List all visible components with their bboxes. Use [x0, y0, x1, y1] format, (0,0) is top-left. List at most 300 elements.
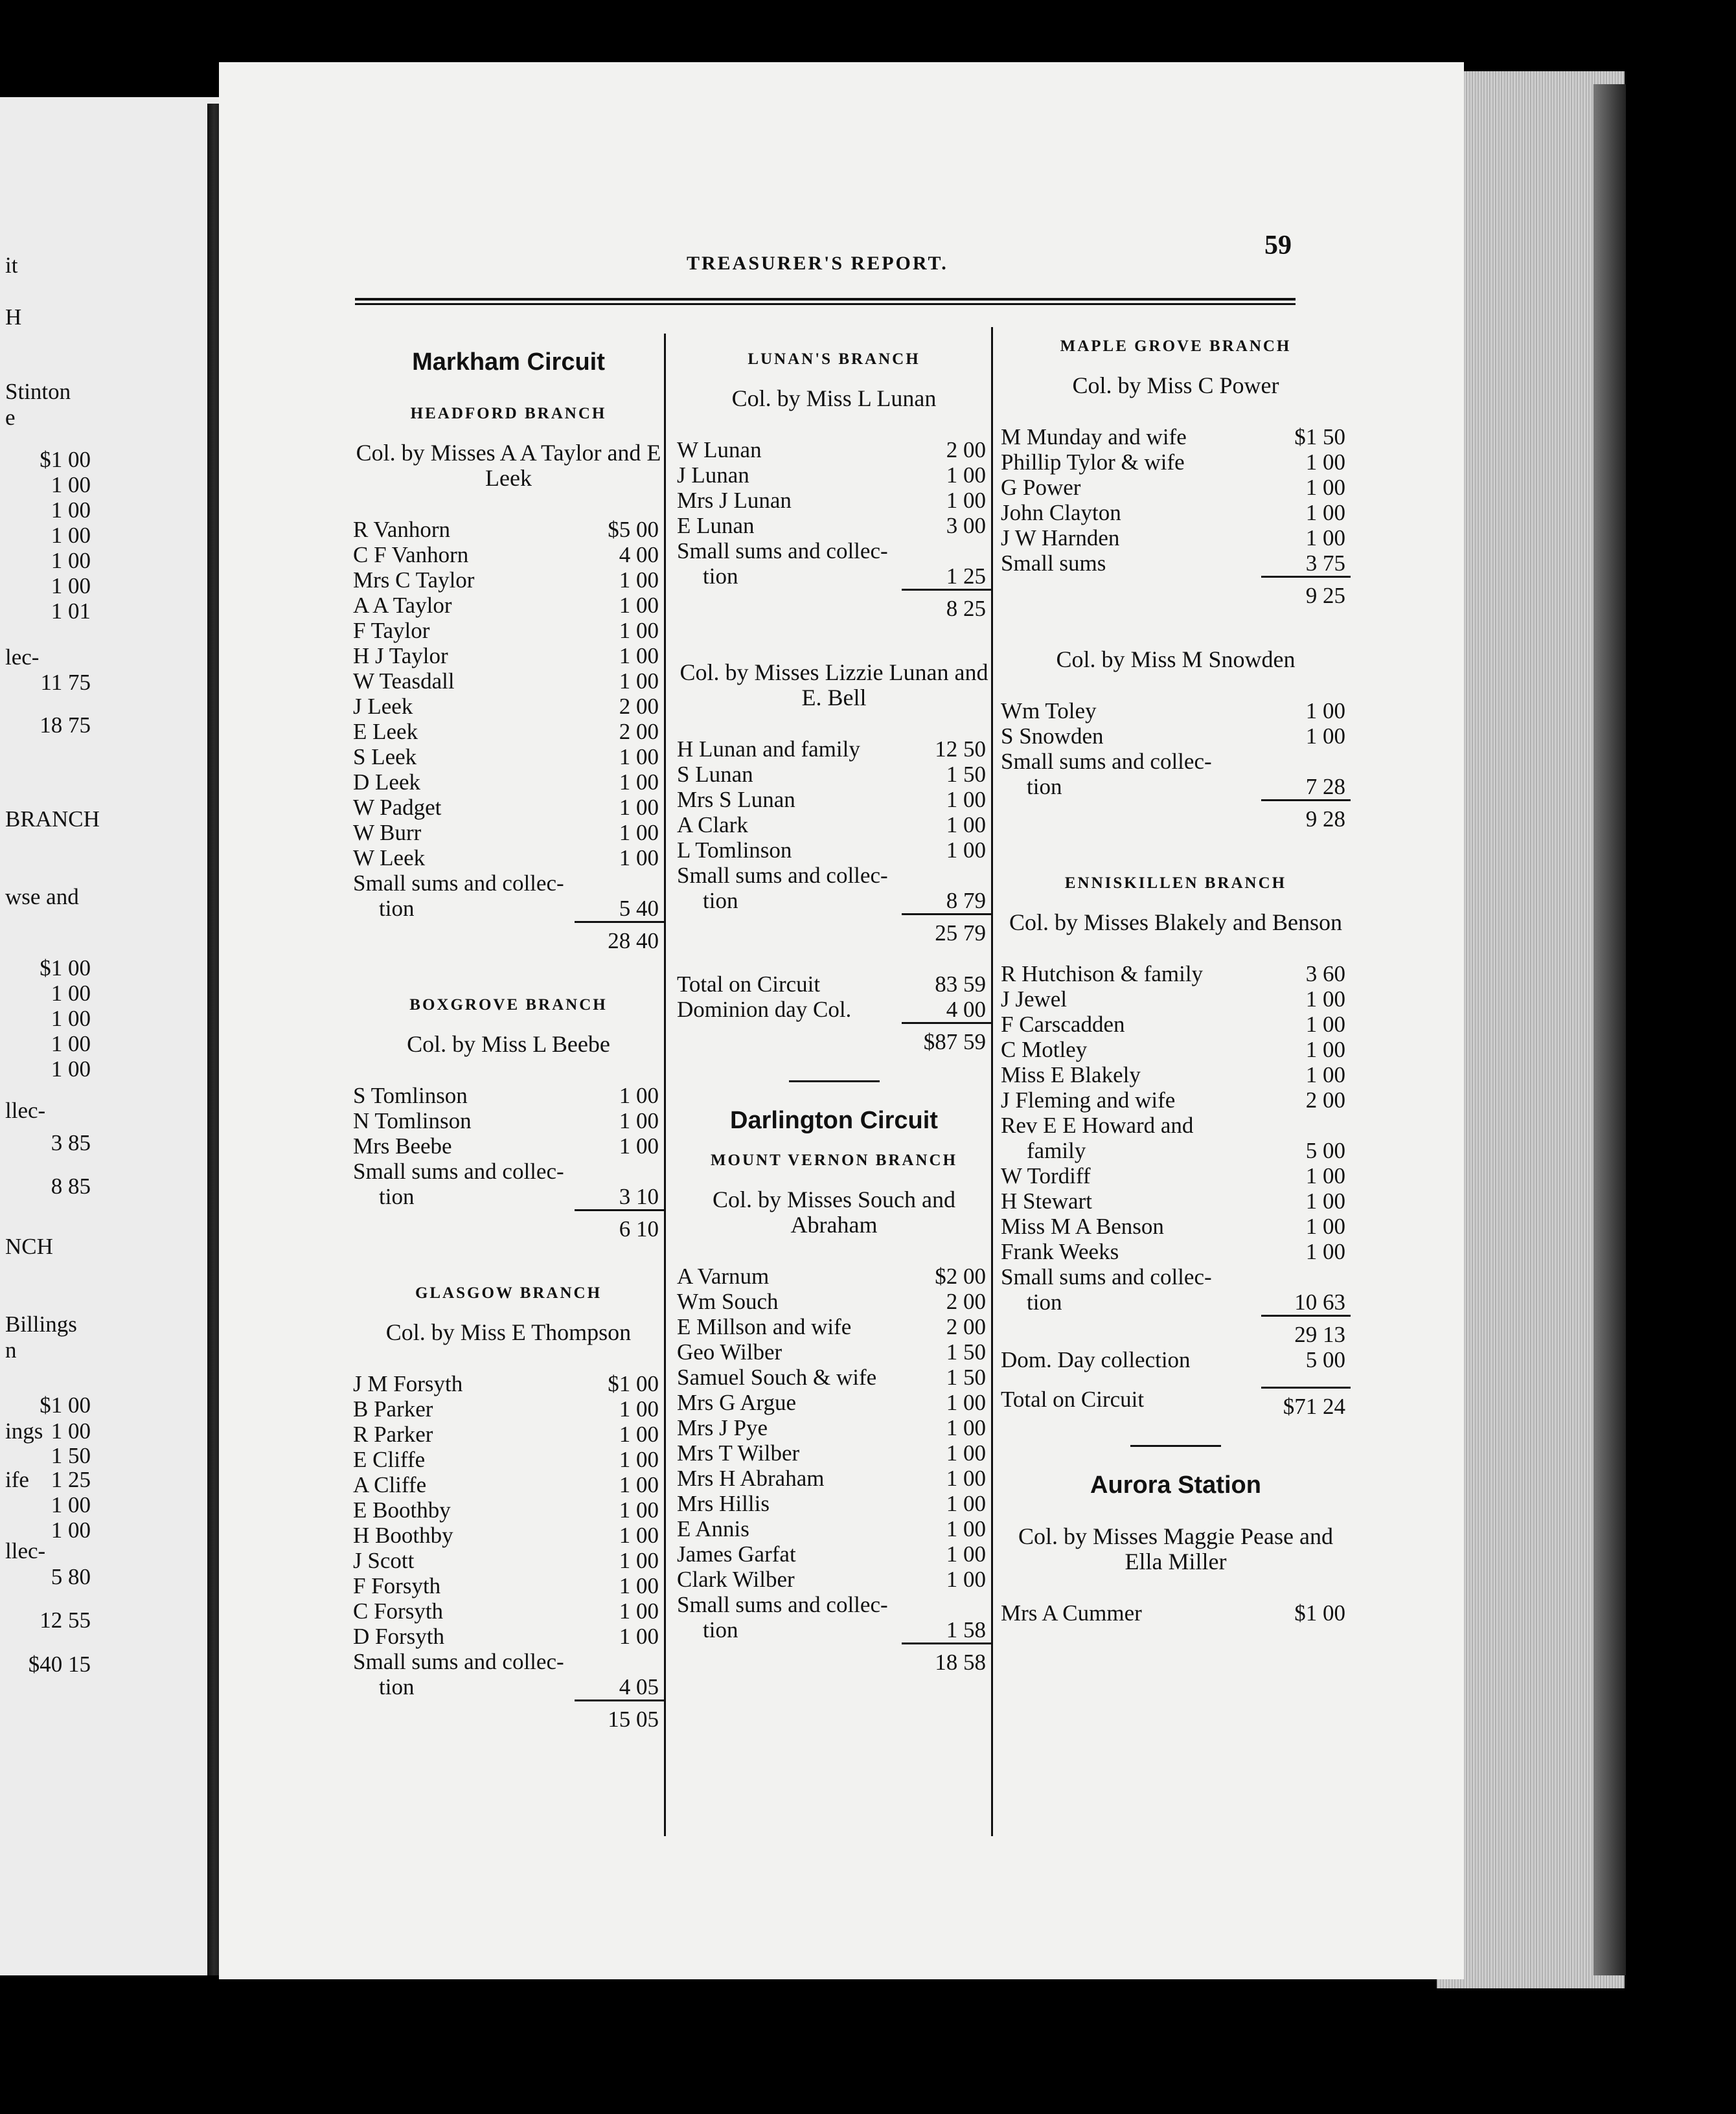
- amount: 1 00: [619, 744, 659, 769]
- branch-total: 9 28: [1001, 799, 1351, 832]
- ledger-entry: [677, 1365, 991, 1390]
- amount: 1 00: [619, 795, 659, 820]
- amount: 1 00: [1305, 1163, 1345, 1188]
- donor-name: Wm Toley: [1001, 698, 1097, 723]
- left-page-amount: 1 00: [51, 497, 91, 523]
- left-page-amount: 1 00: [51, 1006, 91, 1031]
- amount: 1 00: [1305, 1062, 1345, 1087]
- amount: 7 28: [1305, 774, 1345, 799]
- donor-name: H Stewart: [1001, 1188, 1092, 1214]
- left-page-amount: 1 01: [51, 598, 91, 624]
- ledger-entry: [677, 1415, 991, 1440]
- donor-name: E Cliffe: [353, 1447, 426, 1472]
- amount: 1 00: [1305, 525, 1345, 551]
- branch-total: 15 05: [353, 1699, 664, 1732]
- donor-name: S Lunan: [677, 762, 753, 787]
- left-page-amount: $40 15: [28, 1652, 91, 1677]
- collector-line: Col. by Misses Blakely and Benson: [1009, 909, 1342, 935]
- left-page-text: ings: [5, 1418, 43, 1444]
- amount: $1 00: [608, 1371, 659, 1396]
- book-cover-edge: [1593, 84, 1626, 1975]
- ledger-entry: [353, 668, 664, 694]
- ledger-entry: [677, 1289, 991, 1314]
- entry-list: [1001, 424, 1351, 576]
- left-page-fragment: [0, 97, 223, 1975]
- amount: 1 00: [619, 668, 659, 694]
- ledger-entry: [1001, 424, 1351, 449]
- donor-name: Mrs Beebe: [353, 1133, 452, 1159]
- donor-name: Mrs H Abraham: [677, 1466, 825, 1491]
- amount: 1 00: [1305, 1012, 1345, 1037]
- left-page-text: llec-: [5, 1538, 46, 1563]
- amount: 1 00: [619, 845, 659, 870]
- donor-name: F Forsyth: [353, 1573, 441, 1598]
- donor-name: R Vanhorn: [353, 517, 451, 542]
- collector-line: Col. by Miss E Thompson: [385, 1319, 632, 1345]
- amount: 1 50: [946, 1365, 986, 1390]
- ledger-entry: [677, 1264, 991, 1289]
- collector-line: Col. by Miss L Beebe: [407, 1031, 610, 1057]
- donor-name: D Leek: [353, 769, 420, 795]
- ledger-entry: [677, 1567, 991, 1592]
- amount: 1 00: [1305, 723, 1345, 749]
- circuit-heading: Darlington Circuit: [730, 1107, 938, 1134]
- amount: 1 00: [619, 567, 659, 593]
- donor-name: E Annis: [677, 1516, 749, 1541]
- amount: 8 79: [946, 888, 986, 913]
- left-page-amount: $1 00: [40, 1392, 91, 1418]
- donor-name: L Tomlinson: [677, 837, 792, 863]
- ledger-entry: [353, 1447, 664, 1472]
- left-page-amount: 1 25: [51, 1467, 91, 1492]
- donor-name: E Lunan: [677, 513, 755, 538]
- amount: 1 00: [619, 1447, 659, 1472]
- ledger-entry: [1001, 1037, 1351, 1062]
- ledger-entry: [677, 837, 991, 863]
- amount: 1 00: [619, 1108, 659, 1133]
- circuit-totals: [677, 972, 991, 1022]
- entry-list: [677, 736, 991, 863]
- small-sums-entry: Small sums and collec-: [677, 1592, 888, 1617]
- left-page-text: lec-: [5, 644, 40, 670]
- ledger-entry: [677, 736, 991, 762]
- donor-name: J Scott: [353, 1548, 415, 1573]
- amount: 1 00: [619, 1497, 659, 1523]
- donor-name: R Hutchison & family: [1001, 961, 1204, 986]
- section-divider: [789, 1080, 880, 1082]
- donor-name: A Cliffe: [353, 1472, 427, 1497]
- amount: 4 00: [619, 542, 659, 567]
- left-page-amount: $1 00: [40, 955, 91, 981]
- donor-name: A Clark: [677, 812, 748, 837]
- left-page-amount: 12 55: [40, 1608, 91, 1633]
- ledger-entry: [1001, 1188, 1351, 1214]
- branch-heading: HEADFORD BRANCH: [410, 405, 607, 422]
- circuit-total: Total on Circuit $71 24: [1001, 1387, 1351, 1419]
- ledger-entry: [1001, 500, 1351, 525]
- column-lunans: LUNAN'S BRANCH Col. by Miss L Lunan W Lunan 2 00 J Lunan 1 00 Mrs J Lunan 1 00 E Lunan 3 00 Small sums and collec- tion 1 25 8 25 Col. by Misses Lizzie Lunan and E. Bell H Lunan and family 12 50 S Lunan 1 50 Mrs S Lunan 1 00 A Clark 1 00 L Tomlinson 1 00 Small sums and collec- tion 8 79 25 79 Total on Circuit 83 59 Dominion day Col. 4 00 $87 59 Darlington Circuit MOUNT VERNON BRANCH Col. by Misses Souch and Abraham A Varnum $2 00 Wm Souch 2 00 E Millson and wife 2 00 Geo Wilber 1 50 Samuel Souch & wife 1 50 Mrs G Argue 1 00 Mrs J Pye 1 00 Mrs T Wilber 1 00 Mrs H Abraham 1 00 Mrs Hillis 1 00 E Annis 1 00 James Garfat 1 00 Clark Wilber 1 00 Small sums and collec- tion 1 58 18 58: [677, 347, 991, 1675]
- donor-name: James Garfat: [677, 1541, 796, 1567]
- amount: 1 00: [1305, 1188, 1345, 1214]
- ledger-entry: [677, 1390, 991, 1415]
- collector-line: Col. by Miss C Power: [1072, 372, 1279, 398]
- ledger-entry: [353, 1573, 664, 1598]
- ledger-entry: [1001, 551, 1351, 576]
- left-page-text: wse and: [5, 884, 79, 909]
- left-page-amount: 1 00: [51, 1492, 91, 1517]
- donor-name: R Parker: [353, 1422, 433, 1447]
- donor-name: S Snowden: [1001, 723, 1104, 749]
- left-page-amount: 1 00: [51, 981, 91, 1006]
- donor-name: Small sums: [1001, 551, 1106, 576]
- ledger-entry: [677, 972, 991, 997]
- amount: 1 00: [619, 1523, 659, 1548]
- ledger-entry: [353, 1497, 664, 1523]
- amount: 1 00: [619, 593, 659, 618]
- small-sums-entry: Small sums and collec-: [353, 1159, 564, 1184]
- donor-name: F Taylor: [353, 618, 430, 643]
- left-page-text: n: [5, 1337, 17, 1363]
- amount: 83 59: [935, 972, 986, 997]
- donor-name: C F Vanhorn: [353, 542, 469, 567]
- left-page-amount: 5 80: [51, 1564, 91, 1589]
- howard-entry: Rev E E Howard and: [1001, 1113, 1194, 1138]
- donor-name: Mrs G Argue: [677, 1390, 797, 1415]
- amount: 1 00: [619, 1083, 659, 1108]
- station-heading: Aurora Station: [1090, 1472, 1261, 1499]
- donor-name: A A Taylor: [353, 593, 452, 618]
- ledger-entry: [677, 997, 991, 1022]
- branch-total: 28 40: [353, 921, 664, 953]
- amount: 12 50: [935, 736, 986, 762]
- circuit-heading: Markham Circuit: [412, 348, 605, 376]
- ledger-entry: [353, 1598, 664, 1624]
- donor-name: E Leek: [353, 719, 418, 744]
- grand-total: $87 59: [677, 1022, 991, 1054]
- branch-heading: GLASGOW BRANCH: [415, 1284, 602, 1302]
- left-page-amount: 1 00: [51, 548, 91, 573]
- ledger-entry: [353, 593, 664, 618]
- small-sums-entry: Small sums and collec-: [1001, 749, 1212, 774]
- donor-name: W Leek: [353, 845, 426, 870]
- amount: 1 00: [1305, 1037, 1345, 1062]
- ledger-entry: [677, 1466, 991, 1491]
- amount: 3 60: [1305, 961, 1345, 986]
- left-page-text: H: [5, 304, 22, 330]
- amount: 1 50: [946, 762, 986, 787]
- ledger-entry: [353, 1108, 664, 1133]
- donor-name: Mrs T Wilber: [677, 1440, 800, 1466]
- branch-total: 9 25: [1001, 576, 1351, 608]
- donor-name: J Jewel: [1001, 986, 1068, 1012]
- ledger-entry: [1001, 449, 1351, 475]
- ledger-entry: [1001, 961, 1351, 986]
- branch-heading: BOXGROVE BRANCH: [409, 996, 608, 1014]
- amount: 1 00: [619, 1133, 659, 1159]
- small-sums-entry: Small sums and collec-: [677, 863, 888, 888]
- donor-name: H Boothby: [353, 1523, 453, 1548]
- left-page-amount: 1 50: [51, 1443, 91, 1468]
- amount: 1 00: [619, 1396, 659, 1422]
- ledger-entry: [353, 1371, 664, 1396]
- amount: 1 00: [946, 1415, 986, 1440]
- ledger-entry: [677, 812, 991, 837]
- amount: 2 00: [946, 1314, 986, 1339]
- amount: 1 00: [619, 1472, 659, 1497]
- donor-name: A Varnum: [677, 1264, 770, 1289]
- donor-name: Mrs A Cummer: [1001, 1600, 1142, 1626]
- amount: 3 00: [946, 513, 986, 538]
- page-number: 59: [1264, 231, 1292, 260]
- dom-day-entry: Dom. Day collection 5 00: [1001, 1347, 1345, 1372]
- amount: 4 05: [619, 1674, 659, 1699]
- donor-name: Samuel Souch & wife: [677, 1365, 877, 1390]
- donor-name: J Lunan: [677, 462, 749, 488]
- donor-name: J Fleming and wife: [1001, 1087, 1176, 1113]
- entry-list: [353, 517, 664, 870]
- donor-name: C Forsyth: [353, 1598, 444, 1624]
- entry-list: [353, 1083, 664, 1159]
- ledger-entry: [353, 1396, 664, 1422]
- ledger-entry: [1001, 1239, 1351, 1264]
- ledger-entry: [353, 845, 664, 870]
- left-page-text: Billings: [5, 1312, 77, 1337]
- donor-name: W Teasdall: [353, 668, 455, 694]
- amount: 1 00: [1305, 1214, 1345, 1239]
- amount: 1 00: [946, 1491, 986, 1516]
- amount: 1 00: [946, 1390, 986, 1415]
- donor-name: Wm Souch: [677, 1289, 779, 1314]
- collector-line: Col. by Miss L Lunan: [731, 385, 937, 411]
- ledger-entry: [1001, 1062, 1351, 1087]
- donor-name: W Burr: [353, 820, 422, 845]
- amount: 1 58: [946, 1617, 986, 1642]
- amount: 1 00: [1305, 986, 1345, 1012]
- amount: 1 00: [946, 787, 986, 812]
- amount: 1 00: [619, 1422, 659, 1447]
- branch-total: 25 79: [677, 913, 991, 946]
- amount: 1 00: [946, 1541, 986, 1567]
- donor-name: M Munday and wife: [1001, 424, 1187, 449]
- left-page-amount: $1 00: [40, 447, 91, 472]
- donor-name: H Lunan and family: [677, 736, 860, 762]
- small-sums-entry: Small sums and collec-: [353, 870, 564, 896]
- amount: 4 00: [946, 997, 986, 1022]
- left-page-amount: 11 75: [40, 670, 91, 695]
- amount: 1 00: [946, 1466, 986, 1491]
- donor-name: D Forsyth: [353, 1624, 444, 1649]
- left-page-text: BRANCH: [5, 806, 100, 832]
- collector-line: Col. by Miss M Snowden: [1056, 646, 1296, 672]
- ledger-entry: [1001, 1600, 1351, 1626]
- ledger-entry: [353, 1523, 664, 1548]
- entry-list: [677, 437, 991, 538]
- donor-name: Frank Weeks: [1001, 1239, 1119, 1264]
- donor-name: Mrs Hillis: [677, 1491, 770, 1516]
- amount: 1 00: [1305, 698, 1345, 723]
- left-page-amount: 1 00: [51, 1056, 91, 1082]
- ledger-entry: [1001, 723, 1351, 749]
- branch-heading: ENNISKILLEN BRANCH: [1064, 874, 1287, 892]
- donor-name: Phillip Tylor & wife: [1001, 449, 1185, 475]
- ledger-entry: [353, 1472, 664, 1497]
- amount: 1 00: [619, 1573, 659, 1598]
- left-page-text: ife: [5, 1467, 29, 1492]
- amount: 3 10: [619, 1184, 659, 1209]
- amount: 1 00: [946, 1440, 986, 1466]
- left-page-text: llec-: [5, 1098, 46, 1123]
- left-page-amount: 1 00: [51, 523, 91, 548]
- ledger-entry: [353, 820, 664, 845]
- small-sums-entry: Small sums and collec-: [1001, 1264, 1212, 1290]
- donor-name: H J Taylor: [353, 643, 448, 668]
- ledger-entry: [677, 1440, 991, 1466]
- entry-list: [353, 1371, 664, 1649]
- donor-name: E Millson and wife: [677, 1314, 852, 1339]
- header-rule: [355, 298, 1296, 305]
- ledger-entry: [353, 643, 664, 668]
- amount: 1 50: [946, 1339, 986, 1365]
- amount: 1 00: [1305, 475, 1345, 500]
- ledger-entry: [353, 769, 664, 795]
- donor-name: W Padget: [353, 795, 442, 820]
- amount: 2 00: [946, 437, 986, 462]
- donor-name: C Motley: [1001, 1037, 1088, 1062]
- ledger-entry: [677, 513, 991, 538]
- donor-name: Mrs J Pye: [677, 1415, 768, 1440]
- amount: $5 00: [608, 517, 659, 542]
- amount: 1 00: [946, 837, 986, 863]
- ledger-entry: [677, 1339, 991, 1365]
- ledger-entry: [677, 437, 991, 462]
- ledger-entry: [353, 1083, 664, 1108]
- ledger-entry: [677, 488, 991, 513]
- branch-total: 8 25: [677, 589, 991, 621]
- amount: 1 00: [946, 488, 986, 513]
- branch-heading: MAPLE GROVE BRANCH: [1060, 337, 1292, 355]
- ledger-entry: [677, 1314, 991, 1339]
- branch-heading: MOUNT VERNON BRANCH: [710, 1152, 958, 1169]
- ledger-entry: [677, 787, 991, 812]
- ledger-entry: [677, 462, 991, 488]
- column-divider-2: [991, 327, 993, 1836]
- left-page-amount: 3 85: [51, 1130, 91, 1155]
- entry-list: [1001, 1600, 1351, 1626]
- left-page-amount: 1 00: [51, 573, 91, 598]
- amount: 2 00: [1305, 1087, 1345, 1113]
- donor-name: J M Forsyth: [353, 1371, 463, 1396]
- donor-name: John Clayton: [1001, 500, 1121, 525]
- donor-name: Dominion day Col.: [677, 997, 852, 1022]
- donor-name: G Power: [1001, 475, 1081, 500]
- ledger-entry: [353, 1624, 664, 1649]
- amount: 1 00: [619, 618, 659, 643]
- left-page-text: e: [5, 405, 16, 430]
- entry-list: [1001, 1163, 1351, 1264]
- left-page-text: NCH: [5, 1234, 53, 1259]
- left-page-amount: 1 00: [51, 1418, 91, 1444]
- amount: $2 00: [935, 1264, 986, 1289]
- ledger-entry: [1001, 1087, 1351, 1113]
- amount: 1 00: [946, 812, 986, 837]
- amount: 10 63: [1294, 1290, 1345, 1315]
- donor-name: Geo Wilber: [677, 1339, 782, 1365]
- branch-total: 6 10: [353, 1209, 664, 1242]
- donor-name: Mrs J Lunan: [677, 488, 792, 513]
- left-page-text: it: [5, 253, 18, 278]
- ledger-entry: [677, 1491, 991, 1516]
- amount: 1 00: [619, 643, 659, 668]
- branch-heading: LUNAN'S BRANCH: [748, 350, 920, 368]
- ledger-entry: [1001, 698, 1351, 723]
- ledger-entry: [353, 694, 664, 719]
- ledger-entry: [353, 1548, 664, 1573]
- left-page-amount: 8 85: [51, 1174, 91, 1199]
- small-sums-entry: Small sums and collec-: [353, 1649, 564, 1674]
- amount: 1 00: [1305, 1239, 1345, 1264]
- amount: 1 00: [619, 1548, 659, 1573]
- donor-name: W Tordiff: [1001, 1163, 1091, 1188]
- donor-name: N Tomlinson: [353, 1108, 472, 1133]
- amount: 1 00: [619, 820, 659, 845]
- amount: 5 00: [1305, 1138, 1345, 1163]
- amount: 1 25: [946, 563, 986, 589]
- amount: 1 00: [1305, 500, 1345, 525]
- ledger-entry: [353, 618, 664, 643]
- amount: 2 00: [619, 694, 659, 719]
- amount: 5 40: [619, 896, 659, 921]
- ledger-entry: [677, 1541, 991, 1567]
- donor-name: Miss M A Benson: [1001, 1214, 1164, 1239]
- donor-name: F Carscadden: [1001, 1012, 1125, 1037]
- ledger-entry: [353, 744, 664, 769]
- collector-line: Col. by Misses Souch and Abraham: [712, 1187, 955, 1238]
- entry-list: [1001, 961, 1351, 1113]
- ledger-entry: [1001, 1214, 1351, 1239]
- collector-line: Col. by Misses A A Taylor and E Leek: [356, 440, 661, 491]
- left-page-amount: 1 00: [51, 1517, 91, 1543]
- amount: 1 00: [946, 1567, 986, 1592]
- collector-line: Col. by Misses Maggie Pease and Ella Miller: [1018, 1523, 1333, 1574]
- donor-name: B Parker: [353, 1396, 433, 1422]
- donor-name: S Leek: [353, 744, 417, 769]
- donor-name: Mrs C Taylor: [353, 567, 475, 593]
- ledger-entry: [353, 517, 664, 542]
- donor-name: Miss E Blakely: [1001, 1062, 1141, 1087]
- amount: 3 75: [1305, 551, 1345, 576]
- column-divider-1: [664, 334, 666, 1836]
- amount: 1 00: [619, 1624, 659, 1649]
- left-page-amount: 1 00: [51, 472, 91, 497]
- amount: $1 50: [1294, 424, 1345, 449]
- ledger-entry: [353, 542, 664, 567]
- entry-list: [1001, 698, 1351, 749]
- amount: 2 00: [619, 719, 659, 744]
- amount: 1 00: [619, 1598, 659, 1624]
- ledger-entry: [353, 567, 664, 593]
- branch-total: 18 58: [677, 1642, 991, 1675]
- ledger-entry: [677, 1516, 991, 1541]
- section-divider: [1130, 1445, 1221, 1447]
- small-sums-entry: Small sums and collec-: [677, 538, 888, 563]
- ledger-entry: [353, 719, 664, 744]
- donor-name: Clark Wilber: [677, 1567, 795, 1592]
- donor-name: Total on Circuit: [677, 972, 821, 997]
- ledger-entry: [1001, 986, 1351, 1012]
- ledger-entry: [1001, 1012, 1351, 1037]
- collector-line: Col. by Misses Lizzie Lunan and E. Bell: [680, 659, 988, 710]
- donor-name: J Leek: [353, 694, 413, 719]
